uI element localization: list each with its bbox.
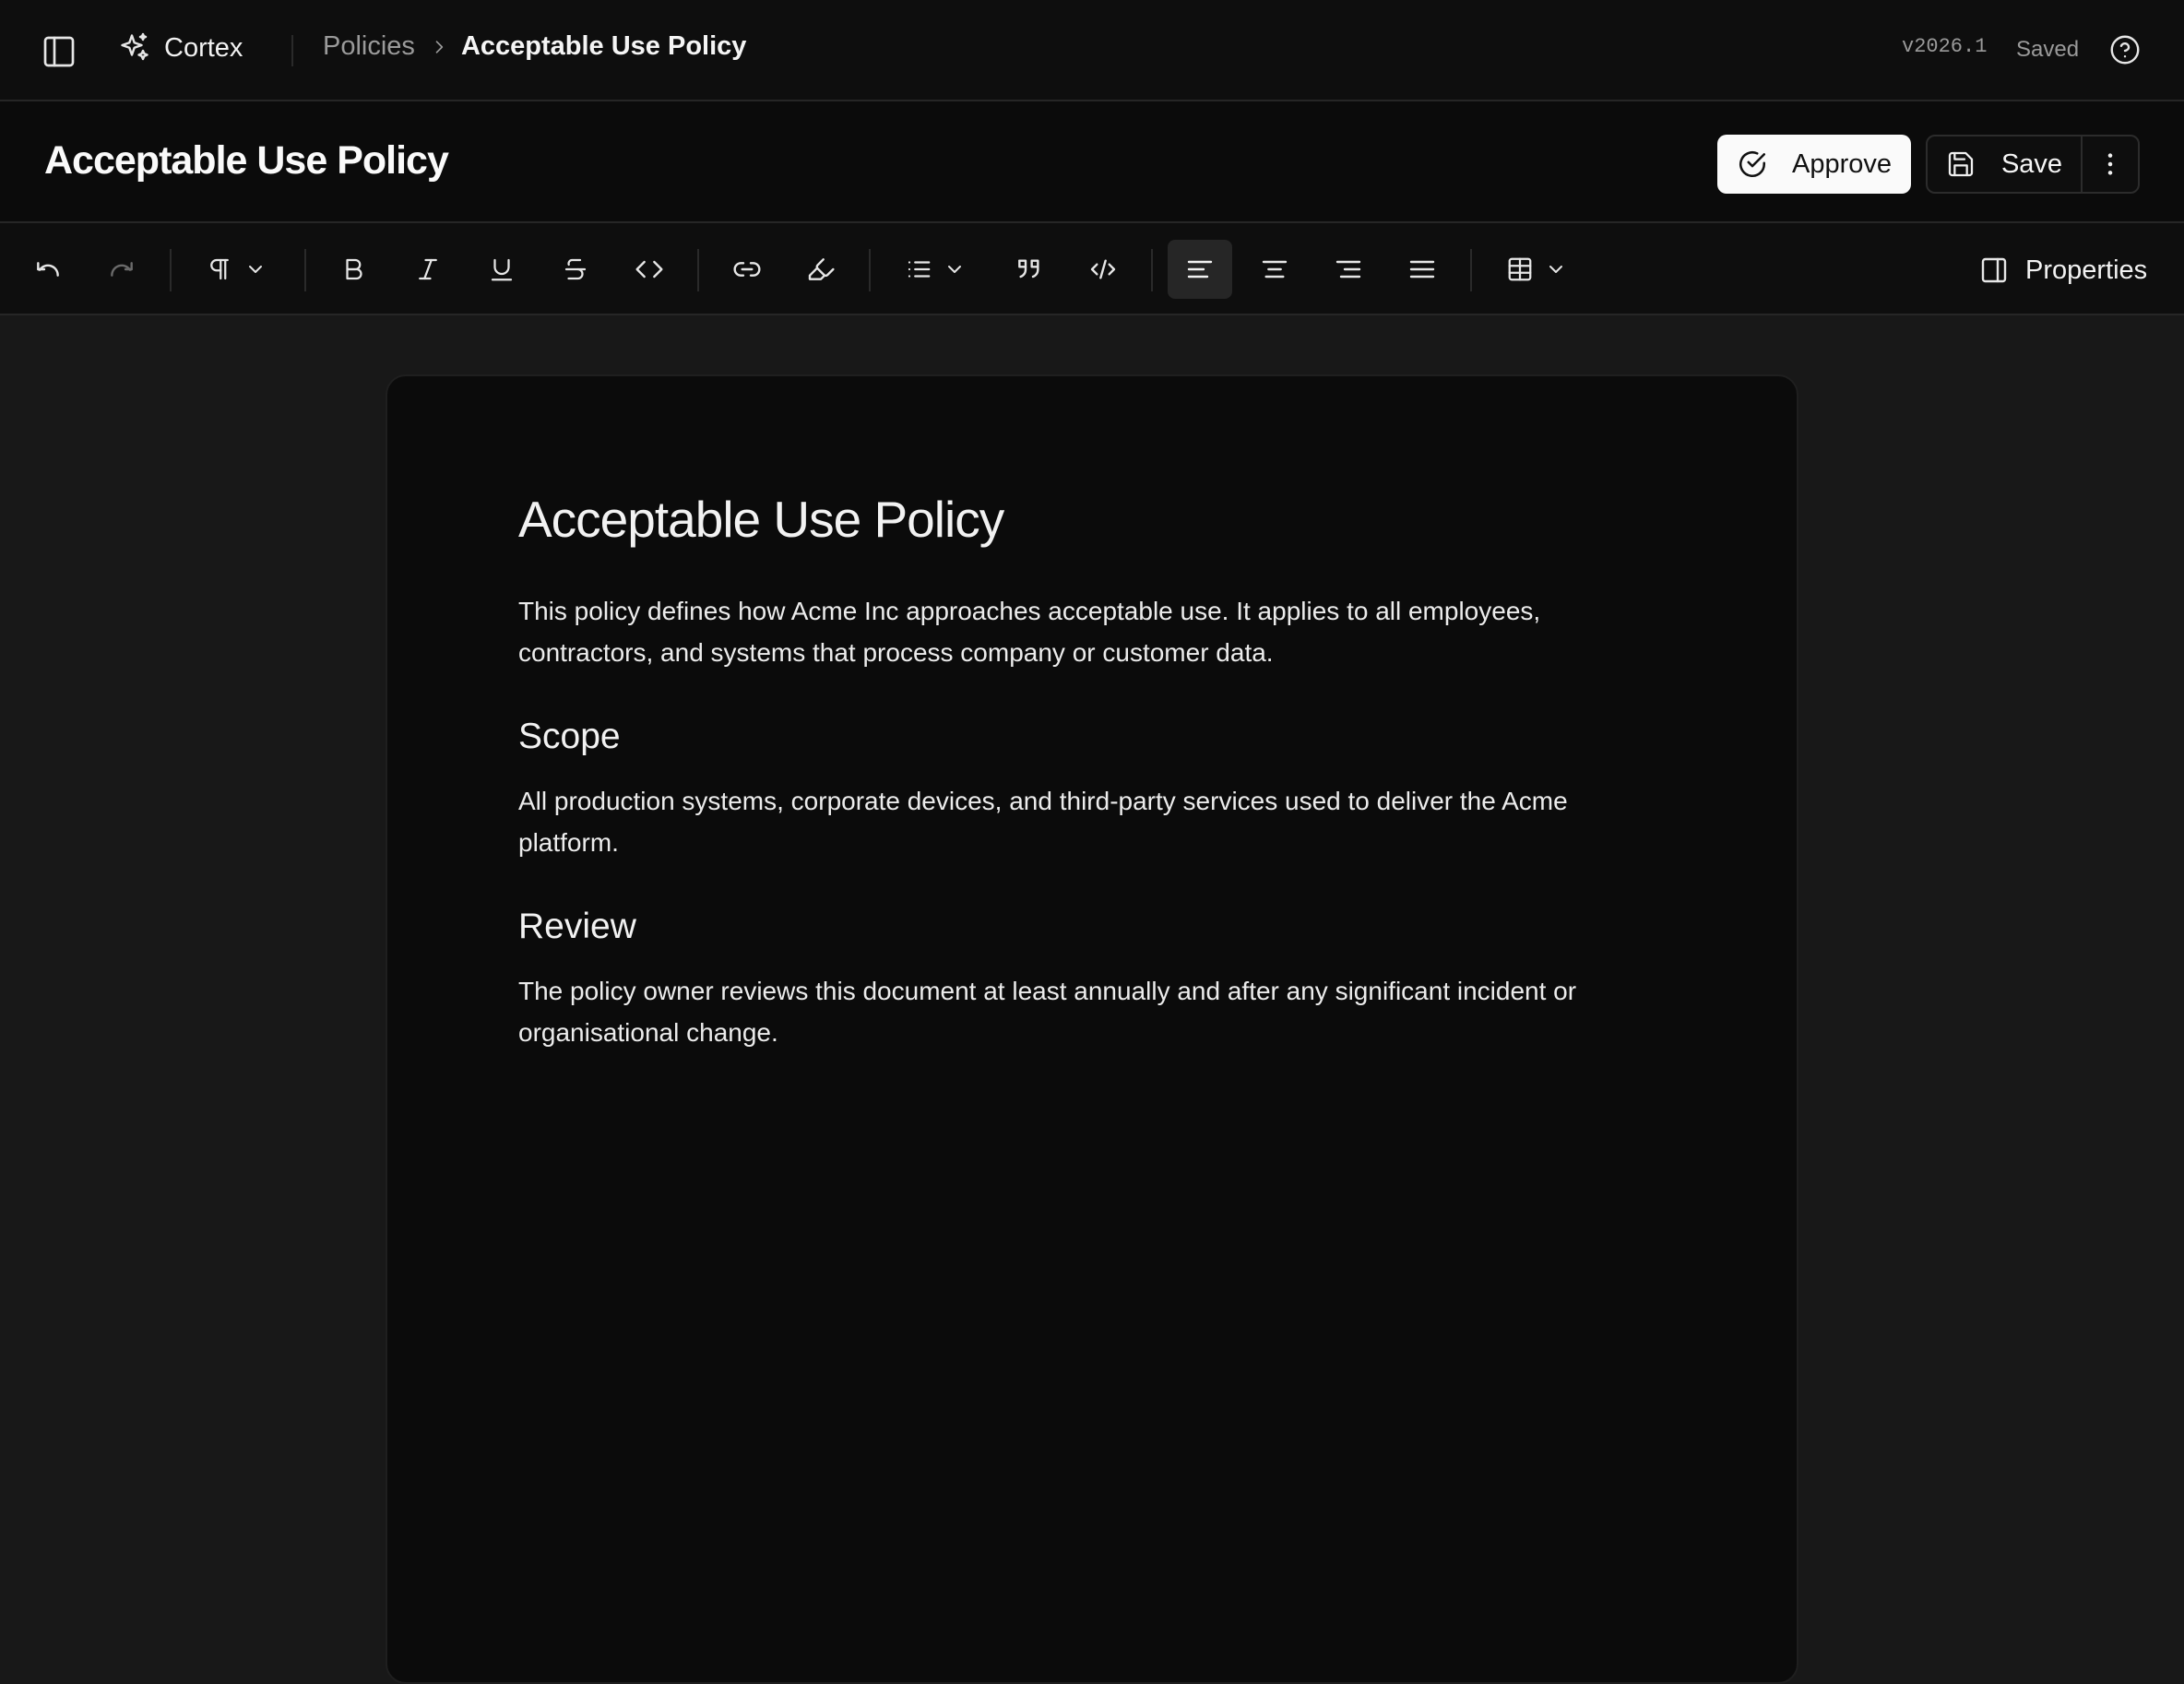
align-center-button[interactable] [1251,245,1299,293]
align-justify-button[interactable] [1398,245,1446,293]
redo-button[interactable] [98,245,146,293]
section-body-scope[interactable]: All production systems, corporate devices, and third-party services used to deliver the Acme platform. [518,787,1568,857]
undo-button[interactable] [24,245,72,293]
bulleted-list-icon [905,255,932,283]
document-title[interactable]: Acceptable Use Policy [518,491,1004,548]
brand[interactable] [118,31,243,65]
blockquote-icon [1015,255,1044,284]
breadcrumb-parent[interactable]: Policies [323,31,415,61]
highlight-button[interactable] [797,245,845,293]
sparkles-icon [118,31,151,65]
sidebar-toggle-icon[interactable] [41,33,77,70]
check-circle-icon [1737,148,1768,180]
block-type-dropdown[interactable] [201,245,271,293]
redo-icon [107,255,136,284]
align-center-icon [1260,255,1289,284]
properties-label: Properties [2025,255,2148,285]
undo-icon [33,255,63,284]
align-left-button[interactable] [1168,240,1232,299]
approve-button[interactable] [1717,135,1911,194]
section-heading-review[interactable]: Review [518,907,636,946]
page-title: Acceptable Use Policy [44,138,448,183]
properties-button[interactable] [1979,247,2147,293]
app-name: Cortex [164,32,243,63]
align-left-icon [1185,255,1215,284]
list-dropdown[interactable] [900,245,970,293]
strikethrough-icon [562,255,589,283]
page-header [0,101,2184,223]
document-content[interactable] [518,489,1644,1053]
inline-code-button[interactable] [625,245,673,293]
align-right-icon [1334,255,1363,284]
more-vertical-icon [2095,149,2125,179]
chevron-down-icon [944,258,966,280]
link-button[interactable] [723,245,771,293]
save-status: Saved [2016,37,2080,62]
paragraph-icon [206,255,233,283]
help-icon[interactable] [2108,33,2142,66]
code-block-button[interactable] [1079,245,1127,293]
formatting-toolbar [0,223,2184,315]
floppy-disk-icon [1946,149,1976,179]
toolbar-divider [170,249,172,291]
chevron-down-icon [244,258,267,280]
toolbar-divider [1151,249,1153,291]
code-block-icon [1088,255,1118,284]
strikethrough-button[interactable] [552,245,599,293]
chevron-right-icon [430,38,448,56]
topbar-divider [291,35,293,66]
section-body-review[interactable]: The policy owner reviews this document at least annually and after any significant incident or organisational change. [518,977,1577,1047]
underline-button[interactable] [478,245,526,293]
italic-button[interactable] [404,245,452,293]
approve-label: Approve [1791,148,1892,179]
bold-icon [340,255,368,283]
align-right-button[interactable] [1324,245,1372,293]
version-label: v2026.1 [1902,35,1988,58]
save-button-group [1926,135,2140,194]
document-intro[interactable]: This policy defines how Acme Inc approaches acceptable use. It applies to all employees, contractors, and systems that process company or customer data. [518,597,1541,667]
save-button[interactable] [1928,136,2083,192]
highlight-icon [806,255,836,284]
save-label: Save [2000,148,2063,179]
toolbar-divider [869,249,871,291]
panel-right-icon [1979,255,2009,285]
toolbar-divider [304,249,306,291]
more-options-button[interactable] [2083,136,2138,192]
bold-button[interactable] [330,245,378,293]
breadcrumb-current: Acceptable Use Policy [460,31,747,61]
blockquote-button[interactable] [1005,245,1053,293]
align-justify-icon [1407,255,1437,284]
italic-icon [414,255,442,283]
link-icon [732,255,762,284]
top-bar [0,0,2184,101]
toolbar-divider [697,249,699,291]
chevron-down-icon [1545,258,1567,280]
table-icon [1506,255,1534,283]
breadcrumb [323,31,746,62]
table-dropdown[interactable] [1502,245,1572,293]
section-heading-scope[interactable]: Scope [518,717,621,756]
underline-icon [488,255,516,283]
toolbar-divider [1470,249,1472,291]
inline-code-icon [635,255,664,284]
